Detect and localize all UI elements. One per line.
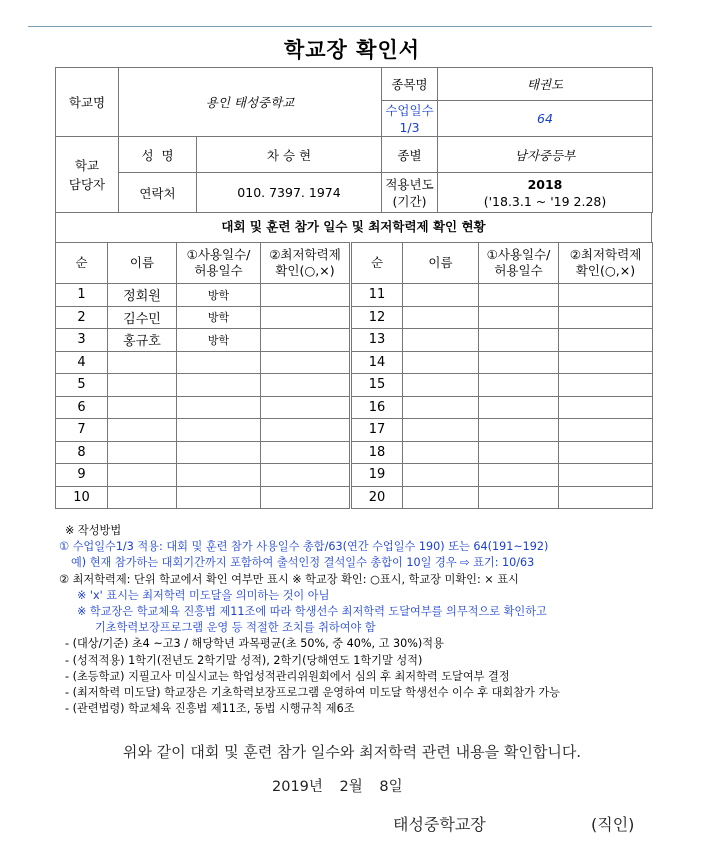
type-label: 종별 (382, 137, 438, 173)
top-rule (28, 26, 652, 27)
days-label-line2: 1/3 (399, 119, 420, 135)
header-days-line1: ①사용일수/ (186, 247, 251, 262)
row-name-right (403, 441, 479, 464)
table-row (56, 396, 653, 419)
notes-heading: ※ 작성방법 (65, 524, 122, 537)
header-days-2-line2: 허용일수 (494, 263, 543, 278)
year-value: 2018 (527, 176, 563, 192)
header-check (261, 243, 351, 284)
detail-4: - (최저학력 미도달) 학교장은 기초학력보장프로그램 운영하여 미도달 학생선수 이수 후 대회참가 가능 (65, 686, 560, 700)
row-check-right (559, 351, 653, 374)
row-no-right: 16 (351, 396, 403, 419)
row-no-right: 13 (351, 329, 403, 352)
row-no: 5 (56, 374, 108, 397)
row-check (261, 329, 351, 352)
table-row (56, 351, 653, 374)
note-2b: ※ 학교장은 학교체육 진흥법 제11조에 따라 학생선수 최저학력 도달여부를 의무적으로 확인하고 (77, 605, 547, 619)
header-days-2-line1: ①사용일수/ (486, 247, 551, 262)
row-check-right (559, 419, 653, 442)
row-no: 3 (56, 329, 108, 352)
detail-1: - (대상/기준) 초4 ~고3 / 해당학년 과목평균(초 50%, 중 40%, 고 30%)적용 (65, 637, 444, 651)
row-name-right (403, 374, 479, 397)
row-days (177, 464, 261, 487)
year-period: ('18.3.1 ~ '19 2.28) (483, 193, 607, 209)
detail-5: - (관련법령) 학교체육 진흥법 제11조, 동법 시행규칙 제6조 (65, 702, 355, 716)
row-no: 4 (56, 351, 108, 374)
year-label (382, 173, 438, 213)
note-2a: ※ 'x' 표시는 최저학력 미도달을 의미하는 것이 아님 (77, 588, 330, 602)
note-2c: 기초학력보장프로그램 운영 등 적절한 조치를 취하여야 함 (95, 621, 376, 635)
header-check-2-line1: ②최저학력제 (569, 247, 642, 262)
school-label: 학교명 (56, 68, 119, 137)
confirmation-text: 위와 같이 대회 및 훈련 참가 일수와 최저학력 관련 내용을 확인합니다. (122, 743, 582, 761)
row-days-right (479, 351, 559, 374)
row-no-right: 14 (351, 351, 403, 374)
manager-label-line2: 담당자 (68, 176, 106, 192)
table-row (56, 329, 653, 352)
row-check-right (559, 306, 653, 329)
note-2-text: ② 최저학력제: 단위 학교에서 확인 여부만 표시 ※ 학교장 확인: ○표시, 학교장 미확인: × 표시 (59, 572, 519, 586)
row-name: 홍규호 (108, 329, 177, 352)
issue-date (272, 775, 415, 796)
row-name-right (403, 464, 479, 487)
row-name (108, 374, 177, 397)
table-header-row (56, 243, 653, 284)
row-check (261, 351, 351, 374)
row-no-right: 19 (351, 464, 403, 487)
row-check-right (559, 396, 653, 419)
row-days-right (479, 419, 559, 442)
row-check-right (559, 329, 653, 352)
row-name-right (403, 419, 479, 442)
row-name: 정회원 (108, 284, 177, 307)
row-name-right (403, 306, 479, 329)
row-check (261, 486, 351, 509)
header-days-line2: 허용일수 (194, 263, 243, 278)
row-no: 2 (56, 306, 108, 329)
table-row (56, 374, 653, 397)
row-check-right (559, 441, 653, 464)
note-1: ① 수업일수1/3 적용: 대회 및 훈련 참가 사용일수 총합/63(연간 수업일수 190) 또는 64(191~192) (59, 540, 549, 554)
row-no-right: 11 (351, 284, 403, 307)
principal-title: 태성중학교장 (393, 815, 486, 834)
row-no-right: 15 (351, 374, 403, 397)
row-name (108, 351, 177, 374)
document-title: 학교장 확인서 (283, 38, 421, 62)
row-check-right (559, 486, 653, 509)
row-days: 방학 (177, 306, 261, 329)
row-name-right (403, 329, 479, 352)
table-row (56, 284, 653, 307)
row-check (261, 419, 351, 442)
row-days (177, 419, 261, 442)
row-days (177, 396, 261, 419)
row-check-right (559, 284, 653, 307)
manager-label-line1: 학교 (74, 157, 100, 173)
row-days: 방학 (177, 329, 261, 352)
row-no-right: 17 (351, 419, 403, 442)
row-name (108, 441, 177, 464)
header-check-line1: ②최저학력제 (269, 247, 341, 262)
contact-label: 연락처 (119, 173, 197, 213)
row-check (261, 441, 351, 464)
row-name (108, 396, 177, 419)
name-label: 성 명 (119, 137, 197, 173)
row-check (261, 284, 351, 307)
type-value: 남자중등부 (438, 137, 653, 173)
section-title: 대회 및 훈련 참가 일수 및 최저학력제 확인 현황 (55, 212, 652, 242)
manager-label (56, 137, 119, 213)
row-name-right (403, 351, 479, 374)
row-days (177, 441, 261, 464)
table-row (56, 441, 653, 464)
header-name-2: 이름 (403, 243, 479, 284)
row-check-right (559, 374, 653, 397)
header-check-line2: 확인(○,×) (275, 263, 335, 278)
row-name (108, 486, 177, 509)
row-days-right (479, 374, 559, 397)
header-check-2 (559, 243, 653, 284)
row-no: 7 (56, 419, 108, 442)
row-days-right (479, 464, 559, 487)
header-no: 순 (56, 243, 108, 284)
table-row (56, 464, 653, 487)
header-name: 이름 (108, 243, 177, 284)
event-label: 종목명 (382, 68, 438, 101)
note-2 (59, 572, 659, 588)
row-no: 10 (56, 486, 108, 509)
days-label-line1: 수업일수 (385, 102, 434, 118)
row-check-right (559, 464, 653, 487)
row-name: 김수민 (108, 306, 177, 329)
event-value: 태권도 (438, 68, 653, 101)
days-label (382, 101, 438, 137)
row-no-right: 20 (351, 486, 403, 509)
school-value: 용인 태성중학교 (119, 68, 382, 137)
date-month: 2월 (339, 779, 363, 795)
days-value: 64 (438, 101, 653, 137)
year-label-line1: 적용년도 (385, 176, 434, 192)
table-row (56, 486, 653, 509)
detail-2: - (성적적용) 1학기(전년도 2학기말 성적), 2학기(당해연도 1학기말 성적) (65, 653, 423, 667)
row-days: 방학 (177, 284, 261, 307)
detail-3: - (초등학교) 지필고사 미실시교는 학업성적관리위원회에서 심의 후 최저학력 도달여부 결정 (65, 669, 510, 683)
row-check (261, 306, 351, 329)
row-days-right (479, 396, 559, 419)
header-days-2 (479, 243, 559, 284)
note-1-example: 예) 현재 참가하는 대회기간까지 포함하여 출석인정 결석일수 총합이 10일 경우 ⇨ 표기: 10/63 (71, 556, 535, 570)
contact-value: 010. 7397. 1974 (197, 173, 382, 213)
date-year: 2019년 (272, 779, 323, 795)
row-no: 1 (56, 284, 108, 307)
year-label-line2: (기간) (392, 193, 427, 209)
row-no: 8 (56, 441, 108, 464)
row-name-right (403, 284, 479, 307)
participation-table (55, 242, 653, 509)
row-days (177, 374, 261, 397)
row-check (261, 396, 351, 419)
row-days-right (479, 486, 559, 509)
row-no: 9 (56, 464, 108, 487)
row-name-right (403, 486, 479, 509)
row-no-right: 12 (351, 306, 403, 329)
table-row (56, 306, 653, 329)
row-name (108, 419, 177, 442)
table-row (56, 419, 653, 442)
row-days (177, 486, 261, 509)
info-table (55, 67, 653, 213)
official-seal-label: (직인) (591, 815, 635, 834)
row-days-right (479, 329, 559, 352)
header-no-2: 순 (351, 243, 403, 284)
row-check (261, 464, 351, 487)
name-value: 차 승 현 (197, 137, 382, 173)
row-check (261, 374, 351, 397)
row-days-right (479, 306, 559, 329)
row-no: 6 (56, 396, 108, 419)
row-name-right (403, 396, 479, 419)
instructions (59, 523, 659, 717)
row-days-right (479, 441, 559, 464)
year-value-cell (438, 173, 653, 213)
date-day: 8일 (379, 779, 403, 795)
header-check-2-line2: 확인(○,×) (575, 263, 636, 278)
header-days (177, 243, 261, 284)
row-no-right: 18 (351, 441, 403, 464)
row-days-right (479, 284, 559, 307)
row-days (177, 351, 261, 374)
row-name (108, 464, 177, 487)
